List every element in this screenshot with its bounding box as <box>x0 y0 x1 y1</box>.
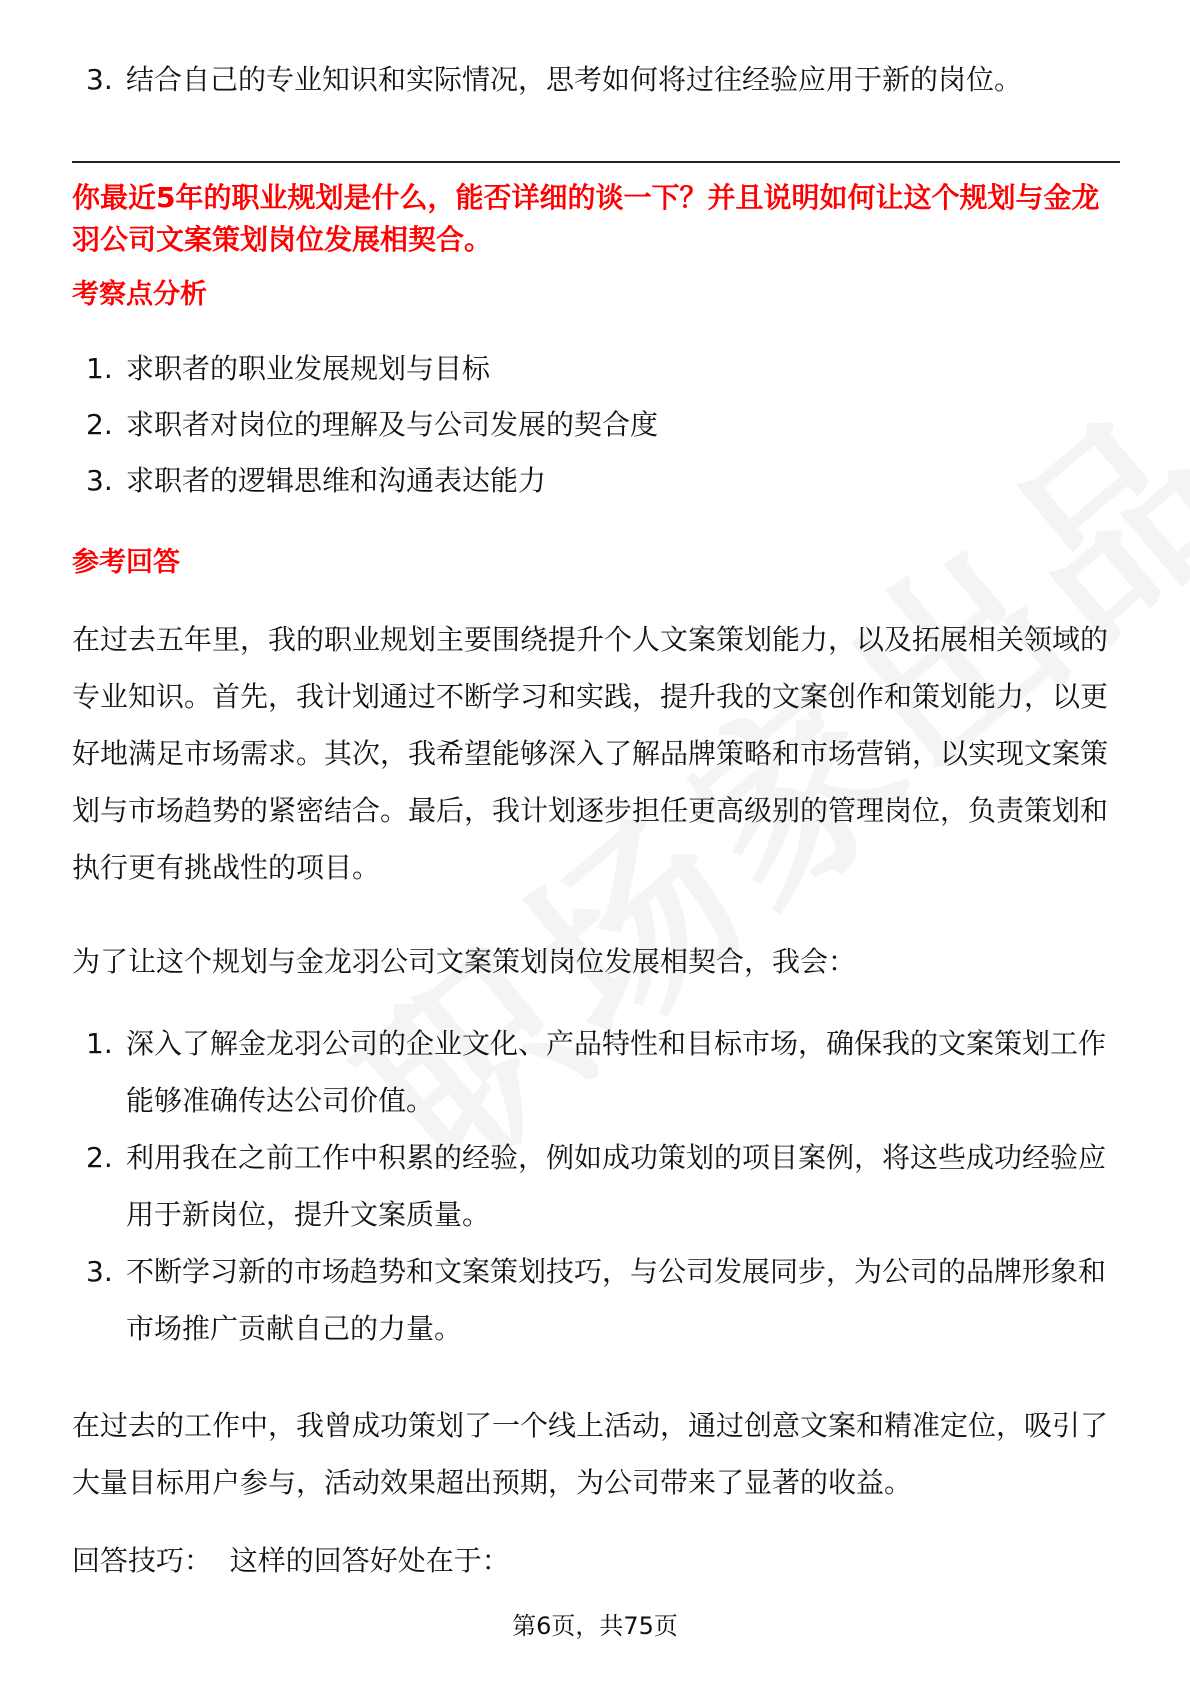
list-item <box>72 453 1120 509</box>
list-number: 3. <box>86 464 113 497</box>
list-number: 2. <box>86 408 113 441</box>
list-text: 求职者的职业发展规划与目标 <box>126 352 491 385</box>
divider <box>72 161 1120 163</box>
list-number: 3. <box>86 1255 113 1288</box>
list-text: 不断学习新的市场趋势和文案策划技巧，与公司发展同步，为公司的品牌形象和市场推广贡献自己的力量。 <box>126 1255 1107 1345</box>
list-number: 3. <box>86 63 113 96</box>
list-text: 求职者的逻辑思维和沟通表达能力 <box>126 464 547 497</box>
list-text: 结合自己的专业知识和实际情况，思考如何将过往经验应用于新的岗位。 <box>126 63 1023 96</box>
list-text: 求职者对岗位的理解及与公司发展的契合度 <box>126 408 659 441</box>
list-number: 1. <box>86 1027 113 1060</box>
list-number: 2. <box>86 1141 113 1174</box>
answer-paragraph: 在过去的工作中，我曾成功策划了一个线上活动，通过创意文案和精准定位，吸引了大量目标用户参与，活动效果超出预期，为公司带来了显著的收益。 <box>72 1409 1109 1499</box>
list-item <box>72 397 1120 453</box>
question-heading: 你最近5年的职业规划是什么，能否详细的谈一下？并且说明如何让这个规划与金龙羽公司文案策划岗位发展相契合。 <box>72 181 1100 256</box>
list-item <box>72 341 1120 397</box>
list-item <box>72 1243 1120 1357</box>
list-item <box>72 1015 1120 1129</box>
answer-paragraph: 为了让这个规划与金龙羽公司文案策划岗位发展相契合，我会： <box>72 945 857 978</box>
answer-tip: 回答技巧： 这样的回答好处在于： <box>72 1544 510 1577</box>
plan-list <box>72 1015 1120 1357</box>
list-text: 利用我在之前工作中积累的经验，例如成功策划的项目案例，将这些成功经验应用于新岗位，提升文案质量。 <box>126 1141 1107 1231</box>
answer-paragraph: 在过去五年里，我的职业规划主要围绕提升个人文案策划能力，以及拓展相关领域的专业知识。首先，我计划通过不断学习和实践，提升我的文案创作和策划能力，以更好地满足市场需求。其次，我希望能够深入了解品牌策略和市场营销，以实现文案策划与市场趋势的紧密结合。最后，我计划逐步担任更高级别的管理岗位，负责策划和执行更有挑战性的项目。 <box>72 623 1109 884</box>
analysis-list <box>72 341 1120 509</box>
answer-heading: 参考回答 <box>72 547 180 578</box>
page-number: 第6页，共75页 <box>512 1612 678 1640</box>
list-item <box>72 1129 1120 1243</box>
list-item <box>72 52 1174 108</box>
list-number: 1. <box>86 352 113 385</box>
list-text: 深入了解金龙羽公司的企业文化、产品特性和目标市场，确保我的文案策划工作能够准确传达公司价值。 <box>126 1027 1107 1117</box>
analysis-heading: 考察点分析 <box>72 279 207 310</box>
